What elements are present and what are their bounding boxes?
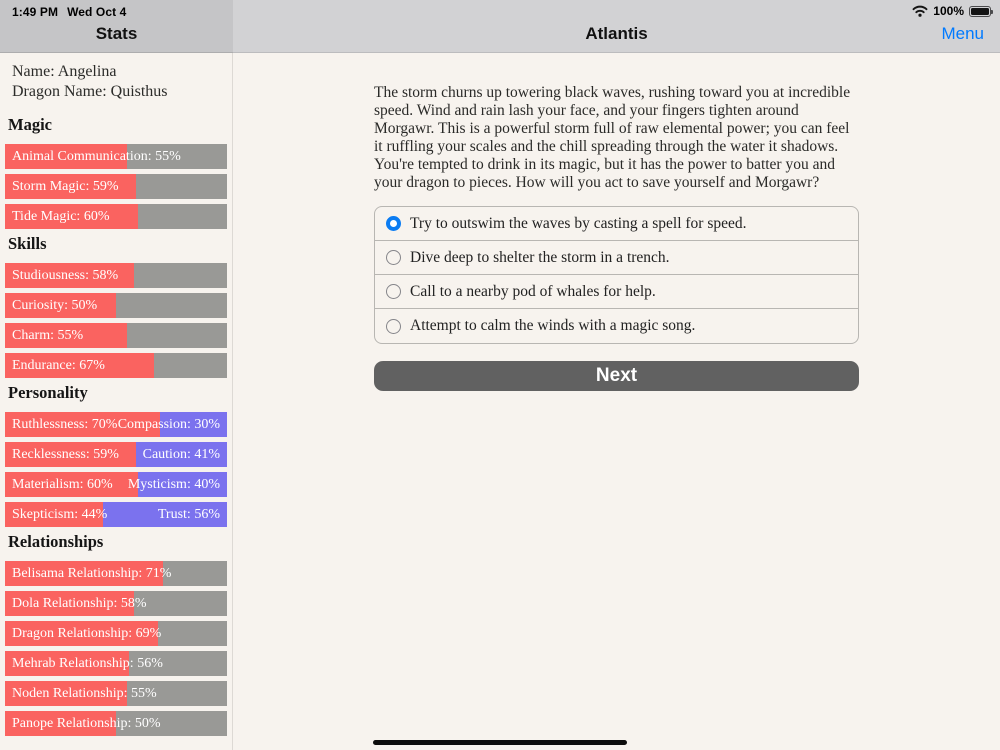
stat-bar xyxy=(5,651,227,676)
section-heading-magic: Magic xyxy=(8,115,52,134)
choice-label: Call to a nearby pod of whales for help. xyxy=(410,282,656,300)
choice-label: Dive deep to shelter the storm in a trench. xyxy=(410,248,670,266)
choice-row[interactable] xyxy=(375,309,858,343)
stat-bar-opposed xyxy=(5,502,227,527)
choice-group xyxy=(374,206,859,344)
choice-radio[interactable] xyxy=(386,284,401,299)
stat-bar-label: Tide Magic: 60% xyxy=(12,209,110,224)
choice-row[interactable] xyxy=(375,207,858,241)
player-name: Name: Angelina xyxy=(12,63,117,80)
stat-bar-label-right: Trust: 56% xyxy=(157,507,220,522)
stat-bar xyxy=(5,711,227,736)
stat-bar-label-left: Recklessness: 59% xyxy=(12,447,119,462)
stat-bar-label: Dola Relationship: 58% xyxy=(12,596,147,611)
stat-bar xyxy=(5,323,227,348)
story-pane xyxy=(233,53,1000,750)
stat-bar xyxy=(5,591,227,616)
stat-bar-label: Endurance: 67% xyxy=(12,358,105,373)
stats-sidebar[interactable] xyxy=(0,53,233,750)
dragon-name: Dragon Name: Quisthus xyxy=(12,82,168,100)
stat-bar-label: Belisama Relationship: 71% xyxy=(12,566,172,581)
next-button[interactable]: Next xyxy=(374,361,859,391)
stat-bar xyxy=(5,681,227,706)
stat-bar-label: Studiousness: 58% xyxy=(12,268,119,283)
choice-label: Attempt to calm the winds with a magic song. xyxy=(410,317,696,334)
stat-bar-label-right: Mysticism: 40% xyxy=(127,477,220,492)
status-bar-left xyxy=(12,5,126,19)
stat-bar xyxy=(5,144,227,169)
stat-bar-label-left: Ruthlessness: 70% xyxy=(12,417,118,432)
sidebar-title: Stats xyxy=(95,24,138,43)
stat-bar xyxy=(5,353,227,378)
stat-bar-label-right: Caution: 41% xyxy=(142,447,220,462)
stat-bar-label: Charm: 55% xyxy=(12,328,84,343)
section-heading-relationships: Relationships xyxy=(8,532,104,551)
stat-bar-label: Panope Relationship: 50% xyxy=(12,716,161,731)
stat-bar-label: Noden Relationship: 55% xyxy=(12,686,157,701)
stat-bar xyxy=(5,204,227,229)
choice-radio[interactable] xyxy=(386,319,401,334)
choice-radio[interactable] xyxy=(386,250,401,265)
stat-bar xyxy=(5,174,227,199)
stat-bar-opposed xyxy=(5,412,227,437)
stat-bar xyxy=(5,293,227,318)
section-heading-skills: Skills xyxy=(8,234,47,253)
choice-radio[interactable] xyxy=(386,216,401,231)
stat-bar xyxy=(5,561,227,586)
stat-bar-label: Mehrab Relationship: 56% xyxy=(12,656,163,671)
stat-bar-label: Dragon Relationship: 69% xyxy=(12,626,162,641)
home-indicator[interactable] xyxy=(373,740,627,745)
page-title: Atlantis xyxy=(585,24,648,43)
battery-icon xyxy=(969,6,991,17)
battery-percent: 100% xyxy=(933,4,964,18)
stat-bar-opposed xyxy=(5,472,227,497)
menu-button[interactable]: Menu xyxy=(941,24,984,43)
stat-sections xyxy=(0,115,232,736)
choice-row[interactable] xyxy=(375,275,858,309)
stat-bar xyxy=(5,263,227,288)
stat-bar-label-left: Skepticism: 44% xyxy=(12,507,108,522)
choice-row[interactable] xyxy=(375,241,858,275)
choice-label: Try to outswim the waves by casting a spell for speed. xyxy=(410,214,747,232)
stat-bar-label: Curiosity: 50% xyxy=(12,298,98,313)
player-names xyxy=(12,62,220,101)
stat-bar xyxy=(5,621,227,646)
stat-bar-opposed xyxy=(5,442,227,467)
status-bar-right xyxy=(912,4,991,18)
story-text: The storm churns up towering black waves, rushing toward you at incredible speed. Wind and rain lash your face, and your fingers tighten around Morgawr. This is a powerful storm full of raw elemental power; you can feel it ruffling your scales and the chill spreading through the water it shadows. You're tempted to drink in its magic, but it has the power to batter you and your dragon to pieces. How will you act to save yourself and Morgawr? xyxy=(374,84,851,191)
sidebar-header xyxy=(0,0,233,53)
section-heading-personality: Personality xyxy=(8,383,88,402)
stat-bar-label-left: Materialism: 60% xyxy=(12,477,113,492)
main-header xyxy=(233,0,1000,53)
wifi-icon xyxy=(912,5,928,17)
status-time: 1:49 PM xyxy=(12,5,59,19)
status-date: Wed Oct 4 xyxy=(67,5,127,19)
stat-bar-label-right: Compassion: 30% xyxy=(117,417,220,432)
stat-bar-label: Storm Magic: 59% xyxy=(12,179,119,194)
stat-bar-label: Animal Communication: 55% xyxy=(12,149,181,164)
